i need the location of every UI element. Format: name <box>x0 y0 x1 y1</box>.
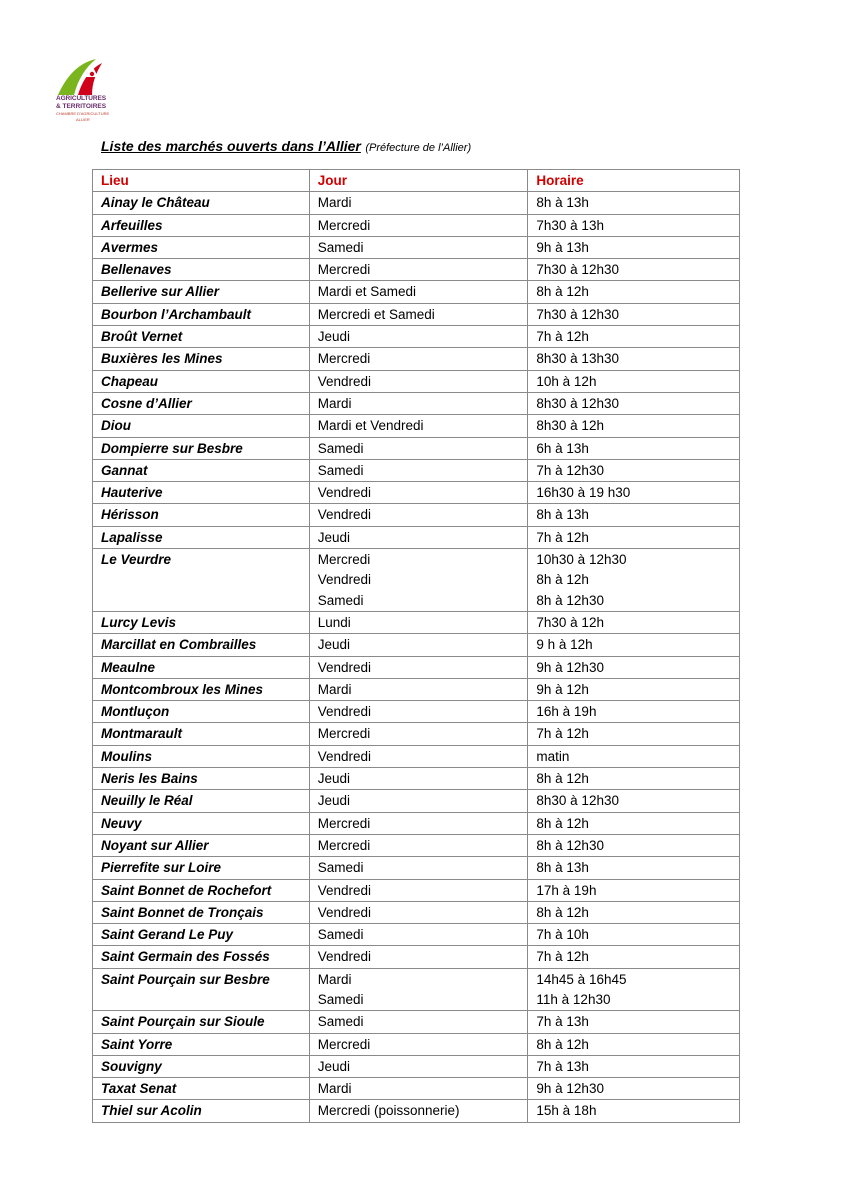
header-lieu: Lieu <box>93 170 310 192</box>
table-row <box>93 1100 740 1122</box>
title-main: Liste des marchés ouverts dans l’Allier <box>101 138 361 154</box>
horaire-line: 7h30 à 13h <box>536 217 604 233</box>
jour-line: Mercredi <box>317 837 371 853</box>
cell-jour <box>309 834 528 856</box>
markets-table-body <box>93 192 740 1122</box>
jour-line: Samedi <box>317 860 364 876</box>
cell-jour <box>309 701 528 723</box>
cell-lieu: Saint Yorre <box>93 1033 310 1055</box>
table-row <box>93 678 740 700</box>
cell-jour <box>309 879 528 901</box>
cell-lieu: Neris les Bains <box>93 768 310 790</box>
horaire-line: 8h à 12h <box>536 904 589 920</box>
cell-horaire <box>528 812 740 834</box>
jour-line: Vendredi <box>317 659 372 675</box>
table-row <box>93 482 740 504</box>
horaire-line: 17h à 19h <box>536 882 597 898</box>
cell-lieu: Taxat Senat <box>93 1078 310 1100</box>
cell-lieu: Moulins <box>93 745 310 767</box>
jour-line: Vendredi <box>317 373 372 389</box>
jour-line: Samedi <box>317 462 364 478</box>
cell-jour <box>309 857 528 879</box>
cell-jour <box>309 745 528 767</box>
cell-jour <box>309 656 528 678</box>
horaire-line: 9h à 12h30 <box>536 1081 604 1097</box>
table-row <box>93 326 740 348</box>
jour-line: Samedi <box>317 592 364 608</box>
cell-jour <box>309 236 528 258</box>
cell-horaire <box>528 303 740 325</box>
cell-lieu: Neuilly le Réal <box>93 790 310 812</box>
cell-jour <box>309 723 528 745</box>
jour-line: Mardi et Samedi <box>317 284 417 300</box>
table-row <box>93 214 740 236</box>
cell-jour <box>309 326 528 348</box>
cell-jour <box>309 1033 528 1055</box>
cell-lieu: Saint Gerand Le Puy <box>93 924 310 946</box>
cell-jour <box>309 901 528 923</box>
table-row <box>93 192 740 214</box>
logo-emblem-icon <box>56 57 104 97</box>
horaire-line: 8h à 12h30 <box>536 592 604 608</box>
horaire-line: 8h à 12h30 <box>536 837 604 853</box>
cell-horaire <box>528 701 740 723</box>
jour-line: Mercredi <box>317 815 371 831</box>
jour-line: Vendredi <box>317 748 372 764</box>
cell-jour <box>309 437 528 459</box>
cell-lieu: Montluçon <box>93 701 310 723</box>
jour-line: Mercredi (poissonnerie) <box>317 1103 460 1119</box>
cell-lieu: Saint Bonnet de Tronçais <box>93 901 310 923</box>
cell-horaire <box>528 504 740 526</box>
header-jour: Jour <box>309 170 528 192</box>
table-row <box>93 879 740 901</box>
header-horaire: Horaire <box>528 170 740 192</box>
table-row <box>93 790 740 812</box>
cell-horaire <box>528 901 740 923</box>
table-row <box>93 834 740 856</box>
jour-line: Vendredi <box>317 882 372 898</box>
cell-jour <box>309 678 528 700</box>
jour-line: Mardi <box>317 1081 352 1097</box>
logo <box>56 57 120 125</box>
cell-horaire <box>528 259 740 281</box>
horaire-line: 10h à 12h <box>536 373 597 389</box>
horaire-line: 7h à 12h <box>536 529 589 545</box>
cell-jour <box>309 1078 528 1100</box>
cell-lieu: Buxières les Mines <box>93 348 310 370</box>
jour-line: Mercredi et Samedi <box>317 306 435 322</box>
jour-line: Mercredi <box>317 217 371 233</box>
horaire-line: 8h30 à 12h <box>536 418 604 434</box>
title-source: (Préfecture de l’Allier) <box>365 142 472 154</box>
cell-horaire <box>528 1033 740 1055</box>
horaire-line: 16h30 à 19 h30 <box>536 485 631 501</box>
cell-lieu: Hérisson <box>93 504 310 526</box>
jour-line: Mardi <box>317 395 352 411</box>
cell-lieu: Noyant sur Allier <box>93 834 310 856</box>
horaire-line: 7h30 à 12h30 <box>536 262 619 278</box>
table-row <box>93 1011 740 1033</box>
cell-lieu: Neuvy <box>93 812 310 834</box>
jour-line: Samedi <box>317 927 364 943</box>
cell-horaire <box>528 370 740 392</box>
table-row <box>93 768 740 790</box>
cell-jour <box>309 504 528 526</box>
cell-jour <box>309 549 528 612</box>
table-row <box>93 701 740 723</box>
cell-jour <box>309 924 528 946</box>
cell-jour <box>309 370 528 392</box>
cell-jour <box>309 259 528 281</box>
jour-line: Vendredi <box>317 704 372 720</box>
jour-line: Jeudi <box>317 793 350 809</box>
horaire-line: 8h à 12h <box>536 815 589 831</box>
table-row <box>93 901 740 923</box>
horaire-line: 7h à 12h30 <box>536 462 604 478</box>
cell-horaire <box>528 214 740 236</box>
table-row <box>93 303 740 325</box>
cell-horaire <box>528 790 740 812</box>
cell-jour <box>309 812 528 834</box>
horaire-line: 7h à 12h <box>536 949 589 965</box>
table-row <box>93 857 740 879</box>
document-title <box>101 138 471 156</box>
cell-horaire <box>528 745 740 767</box>
table-row <box>93 968 740 1011</box>
cell-jour <box>309 526 528 548</box>
cell-lieu: Pierrefite sur Loire <box>93 857 310 879</box>
cell-jour <box>309 281 528 303</box>
horaire-line: 7h à 12h <box>536 329 589 345</box>
cell-horaire <box>528 1100 740 1122</box>
jour-line: Mardi <box>317 681 352 697</box>
horaire-line: 9h à 12h30 <box>536 659 604 675</box>
cell-horaire <box>528 723 740 745</box>
jour-line: Vendredi <box>317 507 372 523</box>
cell-horaire <box>528 611 740 633</box>
logo-line-2: & TERRITOIRES <box>56 103 107 110</box>
cell-lieu: Bellerive sur Allier <box>93 281 310 303</box>
cell-lieu: Broût Vernet <box>93 326 310 348</box>
jour-line: Jeudi <box>317 529 350 545</box>
table-row <box>93 348 740 370</box>
jour-line: Mercredi <box>317 262 371 278</box>
horaire-line: 7h à 13h <box>536 1058 589 1074</box>
cell-jour <box>309 790 528 812</box>
horaire-line: 15h à 18h <box>536 1103 597 1119</box>
cell-horaire <box>528 415 740 437</box>
cell-lieu: Saint Pourçain sur Sioule <box>93 1011 310 1033</box>
cell-horaire <box>528 482 740 504</box>
horaire-line: 9h à 13h <box>536 239 589 255</box>
table-row <box>93 526 740 548</box>
horaire-line: 11h à 12h30 <box>536 991 611 1007</box>
cell-lieu: Montmarault <box>93 723 310 745</box>
table-row <box>93 437 740 459</box>
horaire-line: 8h30 à 12h30 <box>536 793 619 809</box>
table-row <box>93 415 740 437</box>
cell-jour <box>309 768 528 790</box>
cell-jour <box>309 459 528 481</box>
horaire-line: 9h à 12h <box>536 681 589 697</box>
horaire-line: 8h à 12h <box>536 572 589 588</box>
cell-lieu: Arfeuilles <box>93 214 310 236</box>
table-row <box>93 549 740 612</box>
cell-jour <box>309 303 528 325</box>
table-row <box>93 946 740 968</box>
horaire-line: 8h à 12h <box>536 284 589 300</box>
horaire-line: 8h à 13h <box>536 860 589 876</box>
cell-horaire <box>528 437 740 459</box>
cell-jour <box>309 348 528 370</box>
table-row <box>93 611 740 633</box>
cell-horaire <box>528 392 740 414</box>
table-row <box>93 370 740 392</box>
horaire-line: matin <box>536 748 570 764</box>
table-row <box>93 281 740 303</box>
jour-line: Mercredi <box>317 1036 371 1052</box>
jour-line: Vendredi <box>317 572 372 588</box>
cell-jour <box>309 392 528 414</box>
horaire-line: 14h45 à 16h45 <box>536 971 627 987</box>
horaire-line: 8h à 12h <box>536 1036 589 1052</box>
cell-lieu: Diou <box>93 415 310 437</box>
jour-line: Samedi <box>317 239 364 255</box>
cell-lieu: Montcombroux les Mines <box>93 678 310 700</box>
cell-horaire <box>528 236 740 258</box>
jour-line: Mardi <box>317 971 352 987</box>
cell-horaire <box>528 968 740 1011</box>
cell-lieu: Chapeau <box>93 370 310 392</box>
horaire-line: 10h30 à 12h30 <box>536 552 627 568</box>
horaire-line: 8h à 12h <box>536 771 589 787</box>
horaire-line: 7h30 à 12h <box>536 614 604 630</box>
jour-line: Jeudi <box>317 1058 350 1074</box>
cell-horaire <box>528 459 740 481</box>
jour-line: Vendredi <box>317 904 372 920</box>
table-row <box>93 812 740 834</box>
cell-lieu: Lapalisse <box>93 526 310 548</box>
table-row <box>93 1055 740 1077</box>
cell-jour <box>309 1055 528 1077</box>
jour-line: Mardi <box>317 195 352 211</box>
cell-horaire <box>528 1078 740 1100</box>
cell-lieu: Cosne d’Allier <box>93 392 310 414</box>
cell-lieu: Saint Pourçain sur Besbre <box>93 968 310 1011</box>
cell-lieu: Ainay le Château <box>93 192 310 214</box>
table-row <box>93 745 740 767</box>
horaire-line: 16h à 19h <box>536 704 597 720</box>
table-row <box>93 1078 740 1100</box>
cell-lieu: Dompierre sur Besbre <box>93 437 310 459</box>
jour-line: Samedi <box>317 1014 364 1030</box>
cell-horaire <box>528 634 740 656</box>
logo-line-1: AGRICULTURES <box>56 95 106 102</box>
cell-jour <box>309 611 528 633</box>
cell-horaire <box>528 834 740 856</box>
cell-lieu: Le Veurdre <box>93 549 310 612</box>
table-row <box>93 1033 740 1055</box>
jour-line: Jeudi <box>317 637 350 653</box>
horaire-line: 6h à 13h <box>536 440 589 456</box>
table-row <box>93 723 740 745</box>
cell-lieu: Souvigny <box>93 1055 310 1077</box>
cell-horaire <box>528 924 740 946</box>
cell-lieu: Gannat <box>93 459 310 481</box>
horaire-line: 8h à 13h <box>536 195 589 211</box>
cell-horaire <box>528 526 740 548</box>
cell-lieu: Bourbon l’Archambault <box>93 303 310 325</box>
horaire-line: 7h à 13h <box>536 1014 589 1030</box>
cell-lieu: Marcillat en Combrailles <box>93 634 310 656</box>
jour-line: Mardi et Vendredi <box>317 418 424 434</box>
cell-horaire <box>528 348 740 370</box>
jour-line: Mercredi <box>317 351 371 367</box>
jour-line: Mercredi <box>317 726 371 742</box>
cell-horaire <box>528 192 740 214</box>
cell-jour <box>309 946 528 968</box>
table-row <box>93 634 740 656</box>
cell-horaire <box>528 281 740 303</box>
cell-horaire <box>528 678 740 700</box>
table-header-row <box>93 170 740 192</box>
cell-lieu: Saint Bonnet de Rochefort <box>93 879 310 901</box>
cell-jour <box>309 192 528 214</box>
cell-horaire <box>528 326 740 348</box>
cell-horaire <box>528 857 740 879</box>
jour-line: Jeudi <box>317 329 350 345</box>
cell-horaire <box>528 1055 740 1077</box>
cell-horaire <box>528 1011 740 1033</box>
markets-table <box>92 169 740 1123</box>
table-row <box>93 259 740 281</box>
jour-line: Mercredi <box>317 552 371 568</box>
table-row <box>93 924 740 946</box>
table-row <box>93 392 740 414</box>
table-row <box>93 504 740 526</box>
cell-jour <box>309 1011 528 1033</box>
cell-jour <box>309 482 528 504</box>
cell-jour <box>309 968 528 1011</box>
cell-jour <box>309 415 528 437</box>
cell-horaire <box>528 946 740 968</box>
horaire-line: 9 h à 12h <box>536 637 593 653</box>
table-row <box>93 459 740 481</box>
horaire-line: 7h à 12h <box>536 726 589 742</box>
cell-horaire <box>528 879 740 901</box>
horaire-line: 8h à 13h <box>536 507 589 523</box>
cell-lieu: Hauterive <box>93 482 310 504</box>
jour-line: Jeudi <box>317 771 350 787</box>
jour-line: Vendredi <box>317 949 372 965</box>
cell-horaire <box>528 549 740 612</box>
table-row <box>93 236 740 258</box>
cell-lieu: Avermes <box>93 236 310 258</box>
cell-lieu: Meaulne <box>93 656 310 678</box>
horaire-line: 8h30 à 12h30 <box>536 395 619 411</box>
cell-lieu: Saint Germain des Fossés <box>93 946 310 968</box>
cell-horaire <box>528 768 740 790</box>
jour-line: Lundi <box>317 614 351 630</box>
logo-line-4: ALLIER <box>76 117 90 122</box>
logo-line-3: CHAMBRE D'AGRICULTURE <box>56 111 110 116</box>
cell-lieu: Thiel sur Acolin <box>93 1100 310 1122</box>
cell-jour <box>309 634 528 656</box>
cell-lieu: Lurcy Levis <box>93 611 310 633</box>
cell-lieu: Bellenaves <box>93 259 310 281</box>
horaire-line: 7h à 10h <box>536 927 589 943</box>
jour-line: Vendredi <box>317 485 372 501</box>
cell-jour <box>309 214 528 236</box>
jour-line: Samedi <box>317 991 364 1007</box>
jour-line: Samedi <box>317 440 364 456</box>
horaire-line: 8h30 à 13h30 <box>536 351 619 367</box>
table-row <box>93 656 740 678</box>
cell-jour <box>309 1100 528 1122</box>
cell-horaire <box>528 656 740 678</box>
horaire-line: 7h30 à 12h30 <box>536 306 619 322</box>
